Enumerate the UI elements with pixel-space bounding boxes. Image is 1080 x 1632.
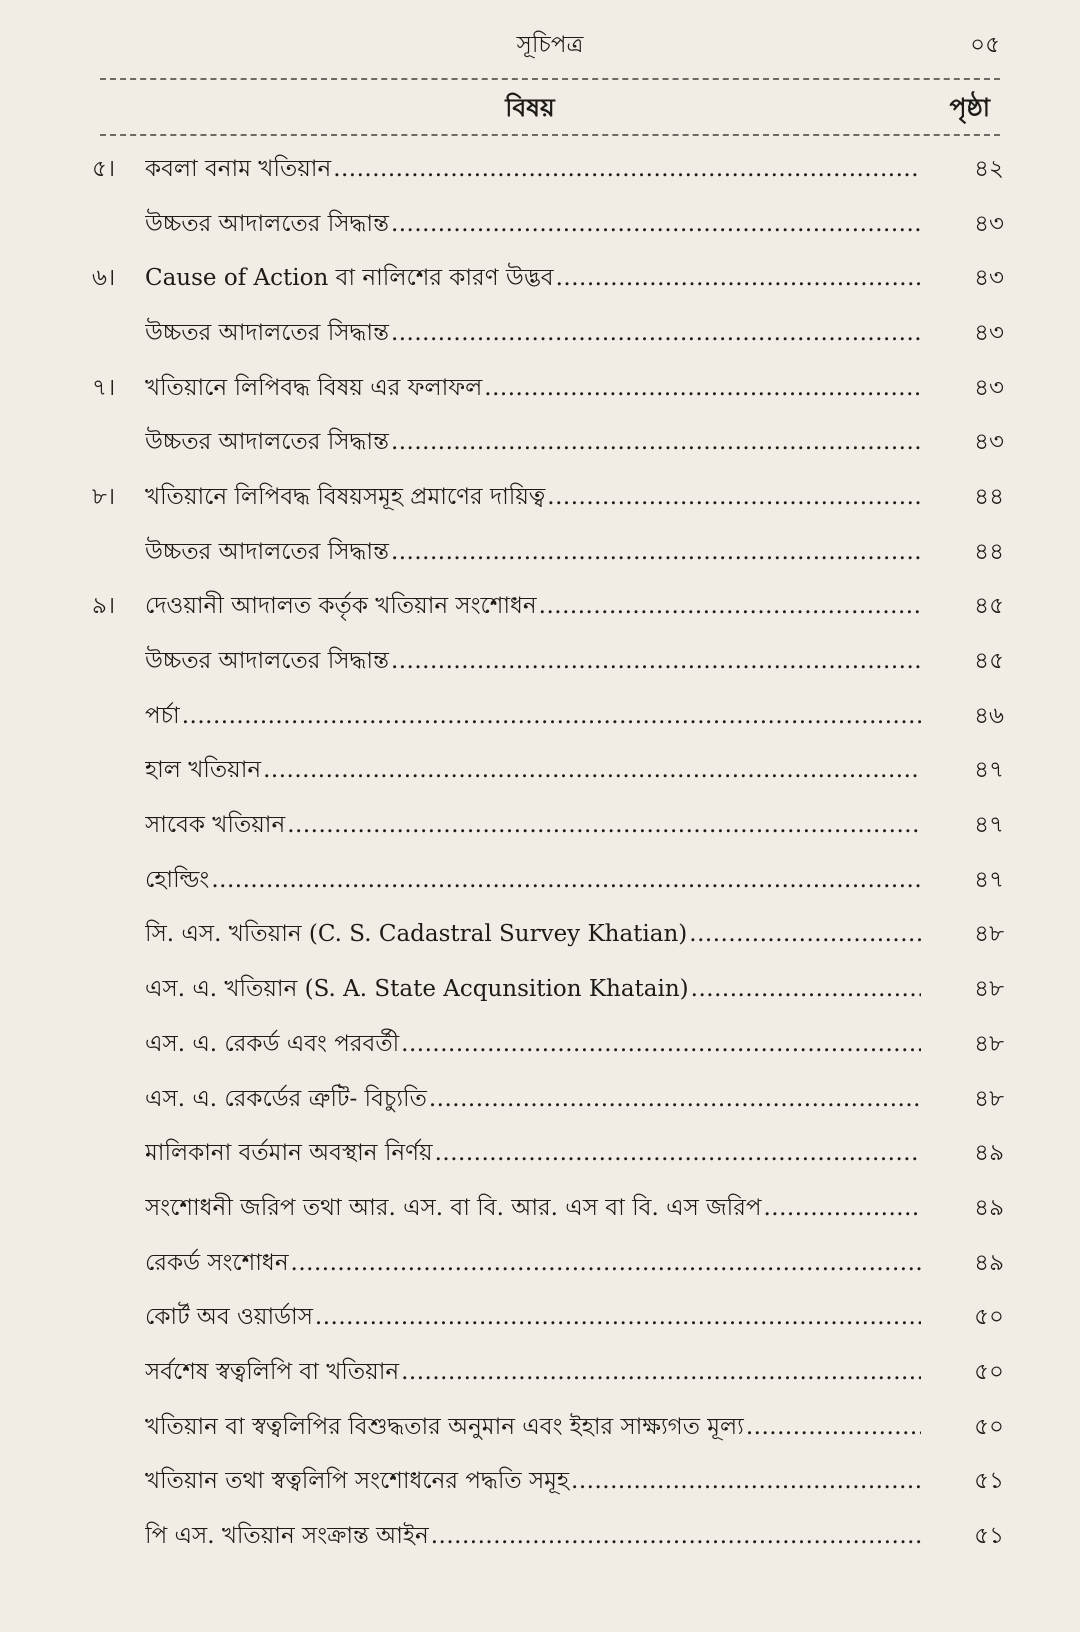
toc-entry [92,361,1004,416]
toc-entry [92,525,1004,580]
dot-leader [391,429,921,455]
entry-leader-line [145,915,921,954]
column-headers [100,88,1000,128]
header-divider-top [100,78,1000,80]
entry-leader-line [145,1080,921,1119]
dot-leader [764,1195,922,1221]
entry-leader-line [145,587,921,626]
entry-leader-line [145,533,921,572]
toc-entry [92,1455,1004,1510]
entry-leader-line [145,423,921,462]
entry-leader-line [145,1134,921,1173]
entry-page-number: ৪৩ [974,429,1004,456]
toc-entry [92,142,1004,197]
entry-leader-line [145,1462,921,1501]
entry-leader-line [145,1353,921,1392]
entry-title: পর্চা [145,702,180,729]
entry-page-number: ৪৭ [974,757,1004,784]
entry-page-number: ৪৩ [974,265,1004,292]
entry-title: সি. এস. খতিয়ান (C. S. Cadastral Survey Khatian) [145,921,688,948]
entry-leader-line [145,369,921,408]
entry-leader-line [145,861,921,900]
toc-entry [92,306,1004,361]
toc-entry [92,908,1004,963]
entry-page-number: ৫০ [974,1413,1004,1440]
toc-entry [92,580,1004,635]
entry-page-number: ৪৮ [974,921,1004,948]
toc-entry [92,853,1004,908]
entry-leader-line [145,1244,921,1283]
entry-title: সাবেক খতিয়ান [145,812,286,839]
entry-page-number: ৪৩ [974,319,1004,346]
entry-page-number: ৪৭ [974,866,1004,893]
entry-title: পি এস. খতিয়ান সংক্রান্ত আইন [145,1523,429,1550]
entry-leader-line [145,314,921,353]
entry-leader-line [145,1298,921,1337]
entry-title: রেকর্ড সংশোধন [145,1249,289,1276]
toc-entry [92,1181,1004,1236]
entry-leader-line [145,478,921,517]
entry-title: এস. এ. খতিয়ান (S. A. State Acqunsition Khatain) [145,976,689,1003]
dot-leader [391,648,921,674]
dot-leader [391,539,921,565]
page-title: সূচিপত্র [516,32,584,58]
page-column-header: পৃষ্ঠা [949,93,990,122]
subject-column-header: বিষয় [505,93,555,122]
table-of-contents [92,142,1004,1564]
entry-number: ৭। [92,374,116,401]
entry-number: ৫। [92,155,116,182]
entry-title: খতিয়ানে লিপিবদ্ধ বিষয়সমূহ প্রমাণের দায়িত্ব [145,483,546,510]
page-number: ০৫ [970,32,1000,58]
entry-number: ৯। [92,593,116,620]
entry-title: কোর্ট অব ওয়ার্ডাস [145,1304,313,1331]
entry-title: এস. এ. রেকর্ড এবং পরবর্তী [145,1030,400,1057]
toc-entry [92,1017,1004,1072]
entry-leader-line [145,697,921,736]
dot-leader [435,1140,921,1166]
dot-leader [431,1523,921,1549]
entry-title: উচ্চতর আদালতের সিদ্ধান্ত [145,319,389,346]
entry-title: মালিকানা বর্তমান অবস্থান নির্ণয় [145,1140,433,1167]
entry-page-number: ৪৩ [974,210,1004,237]
dot-leader [391,320,921,346]
dot-leader [263,757,921,783]
dot-leader [571,1468,921,1494]
entry-title: সংশোধনী জরিপ তথা আর. এস. বা বি. আর. এস বা বি. এস জরিপ [145,1194,762,1221]
entry-page-number: ৪২ [974,155,1004,182]
toc-entry [92,798,1004,853]
dot-leader [429,1086,921,1112]
toc-entry [92,470,1004,525]
dot-leader [547,484,921,510]
entry-title: কবলা বনাম খতিয়ান [145,155,332,182]
entry-page-number: ৪৪ [974,483,1004,510]
toc-entry [92,689,1004,744]
entry-page-number: ৪৭ [974,812,1004,839]
toc-entry [92,1072,1004,1127]
dot-leader [484,375,921,401]
entry-page-number: ৫১ [974,1468,1004,1495]
toc-entry [92,1400,1004,1455]
entry-leader-line [145,751,921,790]
entry-title: উচ্চতর আদালতের সিদ্ধান্ত [145,210,389,237]
entry-leader-line [145,970,921,1009]
entry-leader-line [145,259,921,298]
entry-page-number: ৪৯ [974,1194,1004,1221]
entry-number: ৬। [92,265,116,292]
entry-title: উচ্চতর আদালতের সিদ্ধান্ত [145,429,389,456]
entry-title: হাল খতিয়ান [145,757,262,784]
entry-leader-line [145,205,921,244]
entry-page-number: ৫০ [974,1358,1004,1385]
toc-entry [92,197,1004,252]
entry-leader-line [145,642,921,681]
toc-entry [92,251,1004,306]
entry-number: ৮। [92,483,116,510]
toc-entry [92,962,1004,1017]
toc-entry [92,1236,1004,1291]
toc-entry [92,634,1004,689]
entry-title: খতিয়ানে লিপিবদ্ধ বিষয় এর ফলাফল [145,374,483,401]
entry-page-number: ৪৯ [974,1140,1004,1167]
entry-page-number: ৫০ [974,1304,1004,1331]
entry-title: খতিয়ান বা স্বত্বলিপির বিশুদ্ধতার অনুমান এবং ইহার সাক্ষ্যগত মূল্য [145,1413,744,1440]
toc-entry [92,1509,1004,1564]
dot-leader [691,976,921,1002]
dot-leader [746,1414,921,1440]
entry-leader-line [145,1025,921,1064]
entry-leader-line [145,1517,921,1556]
dot-leader [689,921,921,947]
toc-entry [92,1345,1004,1400]
dot-leader [556,265,921,291]
entry-title: এস. এ. রেকর্ডের ত্রুটি- বিচ্যুতি [145,1085,427,1112]
dot-leader [391,211,921,237]
entry-page-number: ৪৪ [974,538,1004,565]
entry-leader-line [145,150,921,189]
dot-leader [333,156,921,182]
toc-entry [92,415,1004,470]
entry-title: হোল্ডিং [145,866,210,893]
entry-page-number: ৪৯ [974,1249,1004,1276]
entry-page-number: ৪৫ [974,593,1004,620]
dot-leader [182,703,921,729]
running-header [100,26,1000,66]
toc-entry [92,1126,1004,1181]
dot-leader [401,1359,921,1385]
dot-leader [287,812,921,838]
dot-leader [401,1031,921,1057]
entry-title: উচ্চতর আদালতের সিদ্ধান্ত [145,538,389,565]
entry-title: দেওয়ানী আদালত কর্তৃক খতিয়ান সংশোধন [145,593,537,620]
toc-entry [92,744,1004,799]
entry-title: উচ্চতর আদালতের সিদ্ধান্ত [145,648,389,675]
entry-leader-line [145,1408,921,1447]
dot-leader [315,1304,921,1330]
entry-title: সর্বশেষ স্বত্বলিপি বা খতিয়ান [145,1358,400,1385]
entry-page-number: ৪৮ [974,1085,1004,1112]
entry-page-number: ৪৬ [974,702,1004,729]
entry-title: খতিয়ান তথা স্বত্বলিপি সংশোধনের পদ্ধতি সমূহ [145,1468,570,1495]
dot-leader [211,867,921,893]
entry-page-number: ৪৮ [974,976,1004,1003]
entry-leader-line [145,1189,921,1228]
entry-page-number: ৫১ [974,1523,1004,1550]
entry-page-number: ৪৮ [974,1030,1004,1057]
entry-page-number: ৪৩ [974,374,1004,401]
entry-page-number: ৪৫ [974,648,1004,675]
entry-title: Cause of Action বা নালিশের কারণ উদ্ভব [145,265,554,292]
header-divider-bottom [100,134,1000,136]
dot-leader [291,1250,921,1276]
entry-leader-line [145,806,921,845]
dot-leader [539,593,921,619]
toc-entry [92,1290,1004,1345]
